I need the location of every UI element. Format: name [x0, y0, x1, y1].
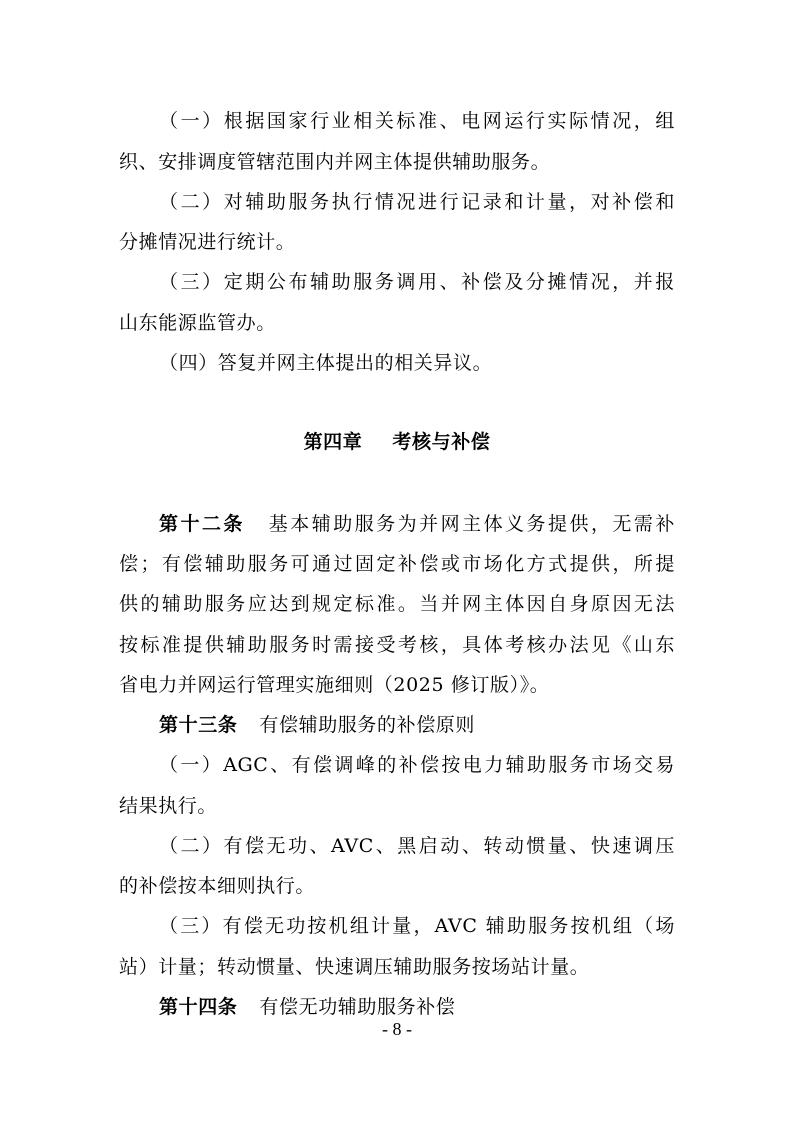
chapter-heading	[0, 430, 794, 454]
text-line: 分摊情况进行统计。	[119, 231, 296, 253]
chapter-title: 考核与补偿	[392, 431, 491, 453]
text-line: 省电力并网运行管理实施细则（2025 修订版）》。	[119, 674, 550, 696]
article-label: 第十三条	[159, 714, 238, 736]
article-text: 基本辅助服务为并网主体义务提供，无需补	[266, 513, 675, 535]
text-line: 供的辅助服务应达到规定标准。当并网主体因自身原因无法	[119, 593, 675, 615]
text-line: 按标准提供辅助服务时需接受考核，具体考核办法见《山东	[119, 634, 675, 656]
text-line: （一）根据国家行业相关标准、电网运行实际情况，组	[159, 110, 675, 132]
article-12-first-line	[159, 512, 675, 536]
text-line: （一）AGC、有偿调峰的补偿按电力辅助服务市场交易	[159, 754, 675, 776]
text-line: （二）有偿无功、AVC、黑启动、转动惯量、快速调压	[159, 835, 675, 857]
page-number: - 8 -	[382, 1019, 412, 1039]
text-line: （三）定期公布辅助服务调用、补偿及分摊情况，并报	[159, 271, 675, 293]
text-line: （四）答复并网主体提出的相关异议。	[159, 352, 493, 374]
article-13-first-line	[159, 713, 675, 737]
text-line: （二）对辅助服务执行情况进行记录和计量，对补偿和	[159, 191, 675, 213]
article-text: 有偿辅助服务的补偿原则	[259, 714, 476, 736]
article-14-first-line	[159, 995, 675, 1019]
article-text: 有偿无功辅助服务补偿	[259, 996, 456, 1018]
text-line: 结果执行。	[119, 795, 218, 817]
text-line: 的补偿按本细则执行。	[119, 875, 316, 897]
text-line: 织、安排调度管辖范围内并网主体提供辅助服务。	[119, 151, 551, 173]
text-line: （三）有偿无功按机组计量，AVC 辅助服务按机组（场	[159, 915, 675, 937]
chapter-number: 第四章	[303, 431, 363, 453]
text-line: 山东能源监管办。	[119, 312, 276, 334]
article-label: 第十二条	[159, 513, 245, 535]
article-label: 第十四条	[159, 996, 238, 1018]
text-line: 站）计量；转动惯量、快速调压辅助服务按场站计量。	[119, 956, 590, 978]
text-line: 偿；有偿辅助服务可通过固定补偿或市场化方式提供，所提	[119, 553, 675, 575]
